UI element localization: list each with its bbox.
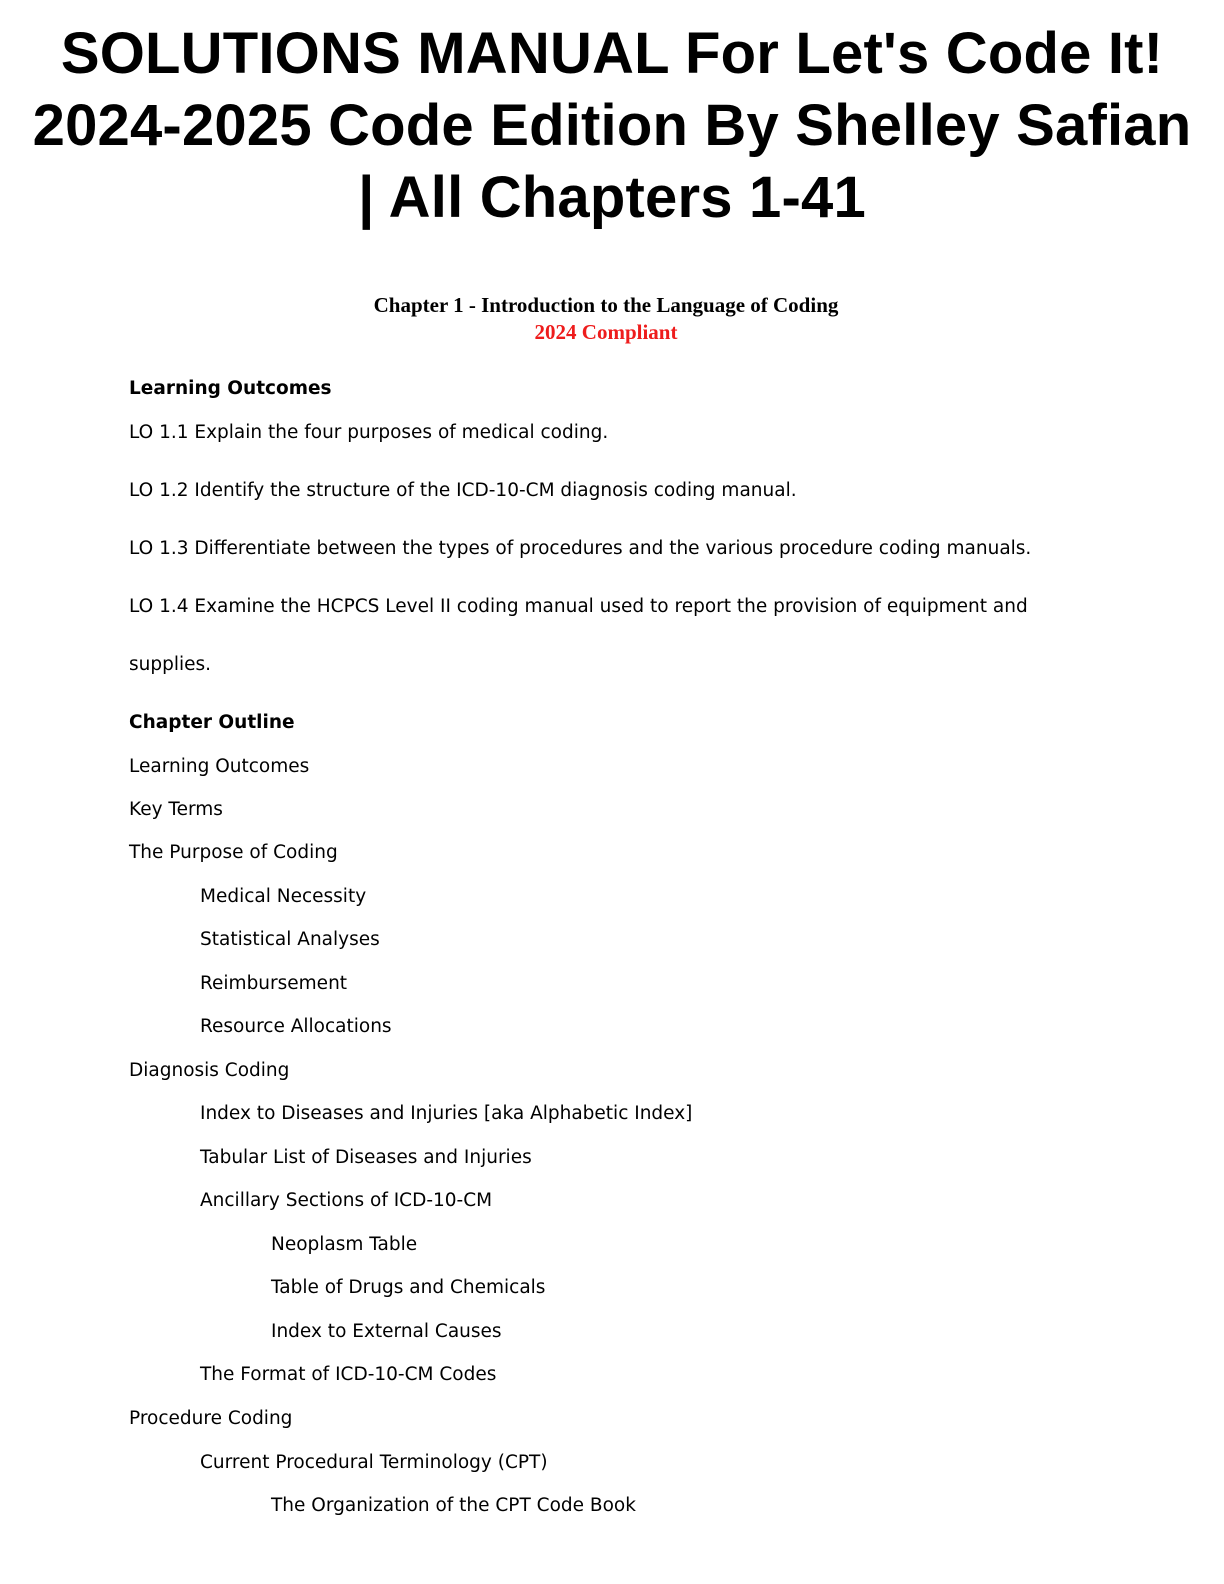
learning-outcome-item: LO 1.1 Explain the four purposes of medical coding.: [129, 422, 609, 443]
learning-outcome-item-continuation: supplies.: [129, 654, 212, 675]
chapter-title: Chapter 1 - Introduction to the Language of Coding: [373, 293, 839, 317]
outline-item: Diagnosis Coding: [129, 1060, 290, 1081]
outline-subitem: Reimbursement: [200, 973, 348, 994]
outline-subitem: Tabular List of Diseases and Injuries: [200, 1147, 532, 1168]
compliance-note: 2024 Compliant: [534, 320, 678, 344]
outline-subitem: Ancillary Sections of ICD-10-CM: [200, 1190, 493, 1211]
chapter-outline-heading: Chapter Outline: [129, 712, 295, 733]
outline-item: Key Terms: [129, 799, 223, 820]
outline-subitem: Current Procedural Terminology (CPT): [200, 1452, 548, 1473]
outline-subitem: Statistical Analyses: [200, 929, 380, 950]
outline-subsubitem: Neoplasm Table: [271, 1234, 418, 1255]
outline-item: Procedure Coding: [129, 1408, 293, 1429]
outline-subitem: Resource Allocations: [200, 1016, 392, 1037]
outline-subitem: Index to Diseases and Injuries [aka Alphabetic Index]: [200, 1103, 693, 1124]
chapter-heading-block: [0, 292, 1212, 346]
outline-subitem: Medical Necessity: [200, 886, 367, 907]
learning-outcomes-heading: Learning Outcomes: [129, 378, 332, 399]
learning-outcome-item: LO 1.2 Identify the structure of the ICD-10-CM diagnosis coding manual.: [129, 480, 797, 501]
learning-outcome-item: LO 1.3 Differentiate between the types of procedures and the various procedure coding manuals.: [129, 538, 1032, 559]
outline-item: The Purpose of Coding: [129, 842, 338, 863]
outline-subitem: The Format of ICD-10-CM Codes: [200, 1364, 497, 1385]
outline-subsubitem: Table of Drugs and Chemicals: [271, 1277, 546, 1298]
outline-subsubitem: Index to External Causes: [271, 1321, 502, 1342]
outline-subsubitem: The Organization of the CPT Code Book: [271, 1495, 636, 1516]
learning-outcome-item: LO 1.4 Examine the HCPCS Level II coding manual used to report the provision of equipment and: [129, 596, 1028, 617]
outline-item: Learning Outcomes: [129, 756, 310, 777]
document-title: SOLUTIONS MANUAL For Let's Code It! 2024-2025 Code Edition By Shelley Safian | All Chapters 1-41: [32, 21, 1192, 230]
